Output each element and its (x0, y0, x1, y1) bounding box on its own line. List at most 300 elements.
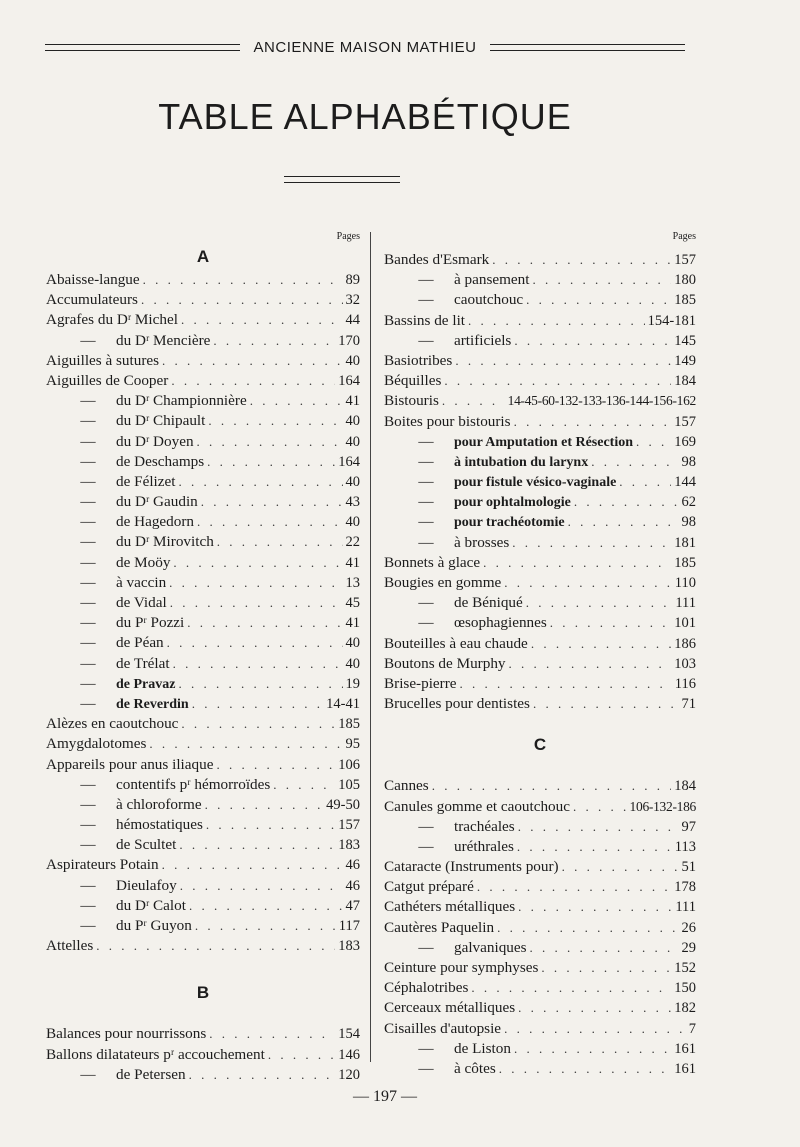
entry-page: 22 (345, 534, 360, 551)
right-column (384, 230, 696, 1079)
entry-label: à côtes (454, 1059, 496, 1077)
entry-page: 113 (674, 838, 696, 855)
index-entry (46, 452, 360, 472)
entry-page: 157 (674, 413, 696, 430)
index-entry (384, 311, 696, 331)
entry-page: 154 (338, 1026, 360, 1043)
entry-page: 89 (345, 272, 360, 288)
entry-label: de Moöy (116, 553, 171, 571)
entry-dash: — (80, 917, 96, 934)
section-letter-c: C (533, 735, 547, 755)
leader-dots (217, 532, 343, 552)
leader-dots (526, 290, 671, 310)
leader-dots (143, 270, 343, 290)
entry-label: Accumulateurs (46, 291, 138, 309)
entry-dash: — (80, 513, 96, 531)
page-title: TABLE ALPHABÉTIQUE (158, 96, 572, 137)
entry-page: 184 (674, 373, 696, 390)
leader-dots (514, 331, 671, 351)
entry-dash: — (418, 291, 434, 309)
entry-label: galvaniques (454, 938, 527, 956)
entry-dash: — (80, 674, 96, 692)
entry-label: du Dʳ Mencière (116, 331, 211, 349)
entry-page: 111 (675, 595, 696, 612)
leader-dots (141, 290, 343, 310)
leader-dots (162, 855, 343, 875)
entry-label: de Félizet (116, 472, 176, 490)
entry-dash: — (418, 938, 434, 956)
leader-dots (499, 1059, 672, 1079)
entry-page: 161 (674, 1060, 696, 1077)
leader-dots (531, 634, 671, 654)
index-entry (46, 674, 360, 694)
index-entry (46, 815, 360, 835)
entry-dash: — (80, 654, 96, 672)
entry-page: 150 (674, 980, 696, 997)
leader-dots (509, 654, 672, 674)
index-entry (46, 290, 360, 310)
leader-dots (533, 694, 679, 714)
running-title: ANCIENNE MAISON MATHIEU (253, 38, 477, 56)
entry-label: de Reverdin (116, 696, 189, 712)
entry-page: 146 (338, 1046, 360, 1063)
leader-dots (518, 998, 671, 1018)
leader-dots (573, 797, 627, 817)
index-entry (46, 714, 360, 734)
index-entry (46, 371, 360, 391)
entry-label: à intubation du larynx (454, 454, 589, 470)
entry-page: 164 (338, 453, 360, 470)
entry-page: 46 (345, 877, 360, 894)
entry-page: 186 (674, 635, 696, 652)
entry-label: Boutons de Murphy (384, 654, 506, 672)
index-entry (46, 270, 360, 290)
entry-label: de Petersen (116, 1065, 186, 1083)
leader-dots (455, 351, 671, 371)
entry-page: 45 (345, 595, 360, 611)
index-entry (46, 633, 360, 653)
index-entry (384, 1019, 696, 1039)
entry-label: de Scultet (116, 836, 177, 854)
leader-dots (568, 512, 679, 532)
index-entry (384, 857, 696, 877)
entry-label: à brosses (454, 533, 510, 551)
entry-page: 157 (338, 817, 360, 834)
leader-dots (250, 391, 343, 411)
index-entry (384, 918, 696, 938)
entry-page: 178 (674, 879, 696, 896)
index-entry (46, 593, 360, 613)
index-entry (46, 896, 360, 916)
index-entry (384, 694, 696, 714)
leader-dots (208, 411, 342, 431)
leader-dots (562, 857, 679, 877)
index-entry (46, 734, 360, 754)
index-entry (46, 1045, 360, 1065)
entry-label: Céphalotribes (384, 979, 469, 997)
entry-label: Aspirateurs Potain (46, 856, 159, 874)
entry-dash: — (418, 533, 434, 551)
entry-page: 40 (345, 433, 360, 450)
leader-dots (181, 714, 335, 734)
index-entry (384, 1059, 696, 1079)
entry-label: œsophagiennes (454, 614, 547, 632)
entry-label: à vaccin (116, 573, 167, 591)
index-entry (46, 775, 360, 795)
entry-label: Bassins de lit (384, 311, 466, 329)
entry-dash: — (418, 1039, 434, 1057)
entry-dash: — (418, 1059, 434, 1077)
entry-label: Bonnets à glace (384, 553, 481, 571)
index-entry (46, 694, 360, 714)
leader-dots (518, 817, 679, 837)
index-list-a (46, 270, 360, 956)
index-entry (46, 512, 360, 532)
entry-label: pour ophtalmologie (454, 495, 571, 511)
entry-dash: — (418, 473, 434, 491)
index-entry (384, 776, 696, 796)
leader-dots (442, 391, 505, 411)
entry-page: 145 (674, 332, 696, 349)
leader-dots (187, 613, 342, 633)
entry-dash: — (80, 694, 96, 712)
entry-page: 51 (681, 859, 696, 876)
entry-label: Amygdalotomes (46, 735, 147, 753)
entry-label: du Pʳ Guyon (116, 917, 192, 934)
leader-dots (619, 472, 671, 492)
entry-label: Béquilles (384, 372, 442, 390)
entry-page: 149 (674, 352, 696, 369)
entry-page: 49-50 (326, 796, 360, 813)
index-entry (384, 978, 696, 998)
leader-dots (514, 1039, 671, 1059)
entry-page: 184 (674, 778, 696, 795)
entry-page: 26 (681, 919, 696, 936)
entry-dash: — (418, 614, 434, 632)
entry-label: Cerceaux métalliques (384, 999, 516, 1017)
entry-dash: — (80, 816, 96, 834)
entry-page: 111 (675, 899, 696, 916)
entry-label: de Deschamps (116, 452, 205, 470)
pages-label: Pages (672, 231, 696, 242)
index-entry (384, 817, 696, 837)
index-entry (384, 472, 696, 492)
index-entry (46, 1024, 360, 1044)
entry-dash: — (80, 594, 96, 611)
index-entry (384, 391, 696, 411)
entry-dash: — (80, 836, 96, 854)
section-letter-b: B (196, 983, 210, 1003)
entry-dash: — (80, 392, 96, 410)
entry-label: Agrafes du Dʳ Michel (46, 311, 178, 329)
index-entry (46, 472, 360, 492)
header-rule-left (45, 44, 240, 51)
entry-dash: — (418, 817, 434, 835)
leader-dots (497, 918, 678, 938)
entry-dash: — (80, 634, 96, 652)
entry-dash: — (80, 1065, 96, 1083)
entry-page: 116 (674, 675, 696, 692)
entry-page: 106 (338, 756, 360, 773)
entry-label: à chloroforme (116, 795, 202, 813)
index-entry (46, 916, 360, 936)
leader-dots (179, 835, 335, 855)
entry-label: Bandes d'Esmark (384, 251, 490, 268)
index-entry (384, 512, 696, 532)
entry-label: Cisailles d'autopsie (384, 1019, 502, 1037)
entry-page: 98 (681, 514, 696, 531)
entry-label: pour trachéotomie (454, 515, 565, 531)
leader-dots (541, 958, 671, 978)
entry-dash: — (80, 452, 96, 470)
entry-page: 62 (681, 494, 696, 511)
index-entry (46, 835, 360, 855)
leader-dots (96, 936, 335, 956)
entry-label: à pansement (454, 271, 530, 289)
page-number: — 197 — (353, 1088, 417, 1105)
index-entry (384, 634, 696, 654)
leader-dots (189, 896, 343, 916)
entry-page: 182 (674, 1000, 696, 1017)
leader-dots (574, 492, 679, 512)
entry-label: Brucelles pour dentistes (384, 695, 530, 713)
index-entry (46, 391, 360, 411)
leader-dots (201, 492, 343, 512)
entry-dash: — (418, 513, 434, 531)
leader-dots (273, 775, 335, 795)
entry-label: pour Amputation et Résection (454, 434, 634, 450)
running-header (45, 36, 685, 58)
index-entry (46, 553, 360, 573)
leader-dots (162, 351, 342, 371)
leader-dots (530, 938, 679, 958)
leader-dots (181, 310, 343, 330)
left-column (46, 230, 360, 1085)
leader-dots (197, 512, 342, 532)
column-divider (370, 232, 371, 1062)
leader-dots (492, 250, 671, 270)
leader-dots (591, 452, 678, 472)
leader-dots (216, 755, 335, 775)
entry-label: du Dʳ Gaudin (116, 493, 198, 511)
entry-page: 154-181 (647, 312, 696, 329)
leader-dots (483, 553, 671, 573)
leader-dots (512, 533, 671, 553)
entry-label: Brise-pierre (384, 674, 457, 692)
entry-dash: — (80, 472, 96, 490)
index-entry (46, 492, 360, 512)
entry-label: du Dʳ Chipault (116, 412, 206, 430)
entry-page: 185 (674, 554, 696, 571)
index-entry (46, 573, 360, 593)
leader-dots (169, 573, 342, 593)
leader-dots (173, 553, 342, 573)
entry-label: Bougies en gomme (384, 574, 502, 591)
entry-dash: — (80, 795, 96, 813)
entry-page: 183 (338, 837, 360, 854)
pages-label: Pages (336, 231, 360, 242)
entry-page: 41 (345, 393, 360, 410)
index-entry (384, 1039, 696, 1059)
entry-label: Aiguilles à sutures (46, 351, 160, 369)
entry-page: 152 (674, 960, 696, 976)
entry-page: 164 (338, 372, 360, 389)
leader-dots (518, 897, 672, 917)
entry-page: 71 (681, 696, 696, 713)
index-entry (384, 290, 696, 310)
leader-dots (444, 371, 671, 391)
entry-page: 29 (681, 939, 696, 956)
entry-dash: — (418, 432, 434, 450)
entry-dash: — (80, 896, 96, 914)
entry-label: de Pravaz (116, 676, 176, 692)
leader-dots (149, 734, 342, 754)
entry-label: trachéales (454, 817, 515, 835)
entry-page: 180 (674, 272, 696, 289)
entry-label: Ballons dilatateurs pʳ accouchement (46, 1045, 265, 1063)
index-entry (384, 371, 696, 391)
entry-label: artificiels (454, 331, 512, 349)
entry-page: 41 (345, 615, 360, 632)
index-entry (384, 270, 696, 290)
entry-dash: — (418, 594, 434, 612)
entry-page: 46 (345, 857, 360, 874)
leader-dots (517, 837, 672, 857)
entry-page: 157 (674, 252, 696, 268)
entry-label: de Vidal (116, 594, 167, 611)
entry-page: 183 (338, 938, 360, 955)
leader-dots (178, 674, 342, 694)
index-entry (384, 837, 696, 857)
index-entry (384, 412, 696, 432)
leader-dots (178, 472, 342, 492)
index-entry (384, 533, 696, 553)
entry-page: 41 (345, 554, 360, 571)
entry-dash: — (80, 553, 96, 571)
index-entry (46, 1065, 360, 1085)
leader-dots (180, 876, 343, 896)
index-entry (384, 553, 696, 573)
entry-page: 40 (345, 352, 360, 369)
leader-dots (268, 1045, 335, 1065)
index-entry (384, 877, 696, 897)
index-entry (384, 351, 696, 371)
leader-dots (170, 593, 343, 613)
entry-label: Bouteilles à eau chaude (384, 634, 528, 652)
leader-dots (504, 1019, 686, 1039)
entry-page: 47 (345, 897, 360, 914)
entry-page: 106-132-186 (629, 798, 696, 814)
index-entry (46, 876, 360, 896)
entry-label: Basiotribes (384, 351, 453, 369)
entry-dash: — (80, 331, 96, 349)
index-entry (46, 432, 360, 452)
entry-dash: — (418, 452, 434, 470)
leader-dots (636, 432, 671, 452)
entry-dash: — (80, 432, 96, 450)
entry-dash: — (80, 876, 96, 894)
entry-page: 185 (674, 292, 696, 309)
index-entry (384, 452, 696, 472)
leader-dots (167, 633, 343, 653)
entry-dash: — (80, 533, 96, 551)
leader-dots (526, 593, 673, 613)
index-entry (46, 755, 360, 775)
index-entry (384, 958, 696, 978)
entry-label: Cannes (384, 777, 429, 795)
index-entry (46, 654, 360, 674)
entry-page: 103 (674, 655, 696, 672)
entry-dash: — (80, 775, 96, 793)
entry-label: de Liston (454, 1039, 511, 1057)
index-entry (384, 432, 696, 452)
entry-label: Cathéters métalliques (384, 898, 516, 916)
index-entry (46, 936, 360, 956)
entry-label: contentifs pʳ hémorroïdes (116, 775, 271, 793)
entry-page: 185 (338, 716, 360, 733)
entry-page: 40 (345, 413, 360, 430)
index-entry (384, 654, 696, 674)
entry-page: 32 (345, 292, 360, 309)
entry-label: Aiguilles de Cooper (46, 371, 169, 389)
index-entry (384, 593, 696, 613)
entry-page: 144 (674, 474, 696, 491)
header-rule-right (490, 44, 685, 51)
leader-dots (213, 331, 335, 351)
entry-label: Cautères Paquelin (384, 918, 495, 936)
leader-dots (468, 311, 645, 331)
entry-dash: — (418, 837, 434, 855)
leader-dots (192, 694, 323, 714)
index-entry (384, 613, 696, 633)
entry-page: 40 (345, 655, 360, 672)
index-entry (46, 331, 360, 351)
index-list-b-cont (384, 250, 696, 714)
entry-page: 43 (345, 494, 360, 511)
entry-label: Appareils pour anus iliaque (46, 755, 214, 773)
entry-label: de Hagedorn (116, 513, 195, 531)
entry-label: hémostatiques (116, 816, 203, 834)
entry-dash: — (418, 331, 434, 349)
index-entry (46, 411, 360, 431)
leader-dots (173, 654, 343, 674)
index-entry (384, 492, 696, 512)
index-entry (384, 250, 696, 270)
leader-dots (207, 452, 335, 472)
entry-page: 13 (345, 574, 360, 591)
entry-page: 181 (674, 534, 696, 551)
entry-dash: — (80, 573, 96, 591)
entry-label: du Dʳ Doyen (116, 432, 194, 450)
leader-dots (171, 371, 335, 391)
index-entry (384, 573, 696, 593)
leader-dots (209, 1024, 335, 1044)
entry-page: 120 (338, 1066, 360, 1083)
entry-page: 7 (688, 1020, 696, 1037)
entry-page: 95 (345, 736, 360, 753)
entry-page: 169 (674, 433, 696, 450)
entry-label: Catgut préparé (384, 878, 474, 896)
leader-dots (197, 432, 343, 452)
leader-dots (460, 674, 672, 694)
entry-page: 110 (674, 575, 696, 591)
index-list-c (384, 776, 696, 1079)
entry-label: Boites pour bistouris (384, 412, 511, 430)
entry-label: du Dʳ Mirovitch (116, 533, 214, 551)
index-entry (46, 795, 360, 815)
leader-dots (206, 815, 335, 835)
entry-label: Balances pour nourrissons (46, 1025, 207, 1043)
